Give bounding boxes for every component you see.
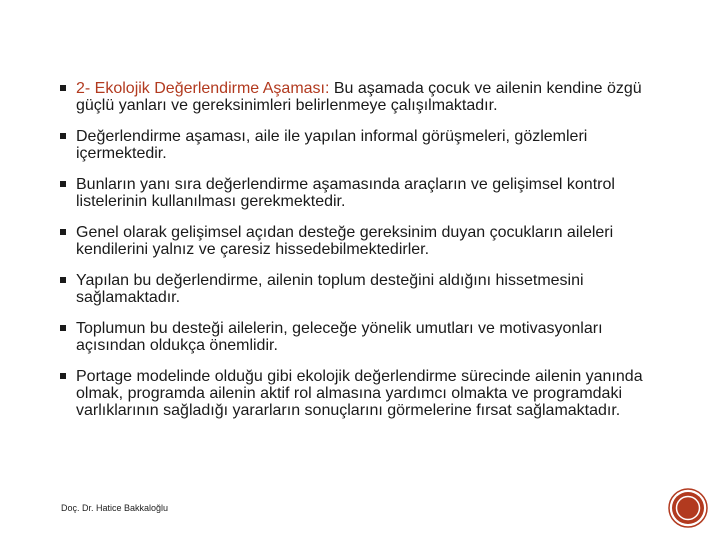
bullet-item bbox=[60, 320, 670, 354]
bullet-item bbox=[60, 128, 670, 162]
bullet-item bbox=[60, 80, 670, 114]
square-bullet-icon bbox=[60, 325, 66, 331]
bullet-item bbox=[60, 272, 670, 306]
square-bullet-icon bbox=[60, 277, 66, 283]
bullet-text: Yapılan bu değerlendirme, ailenin toplum desteğini aldığını hissetmesini sağlamaktadır. bbox=[76, 272, 584, 306]
bullet-item bbox=[60, 176, 670, 210]
bullet-text: Bu aşamada çocuk ve ailenin kendine özgü güçlü yanları ve gereksinimleri belirlenmeye çalışılmaktadır. bbox=[76, 80, 642, 114]
square-bullet-icon bbox=[60, 133, 66, 139]
bullet-text: Değerlendirme aşaması, aile ile yapılan informal görüşmeleri, gözlemleri içermektedir. bbox=[76, 128, 588, 162]
bullet-text: Genel olarak gelişimsel açıdan desteğe gereksinim duyan çocukların aileleri kendilerini yalnız ve çaresiz hissedebilmektedirler. bbox=[76, 224, 614, 258]
square-bullet-icon bbox=[60, 373, 66, 379]
bullet-text: Portage modelinde olduğu gibi ekolojik değerlendirme sürecinde ailenin yanında olmak, programda ailenin aktif rol almasına yardımcı olmakta ve programdaki varlıklarının sağladığı yararların sonuçlarını görmelerine fırsat sağlamaktadır. bbox=[76, 368, 643, 419]
square-bullet-icon bbox=[60, 85, 66, 91]
bullet-item bbox=[60, 224, 670, 258]
bullet-item bbox=[60, 368, 670, 419]
footer-author: Doç. Dr. Hatice Bakkaloğlu bbox=[61, 503, 169, 513]
square-bullet-icon bbox=[60, 229, 66, 235]
bullet-text: Toplumun bu desteği ailelerin, geleceğe yönelik umutları ve motivasyonları açısından oldukça önemlidir. bbox=[76, 320, 603, 354]
bullet-text: Bunların yanı sıra değerlendirme aşamasında araçların ve gelişimsel kontrol listelerinin kullanılması gerekmektedir. bbox=[76, 176, 615, 210]
square-bullet-icon bbox=[60, 181, 66, 187]
bullet-list bbox=[60, 80, 670, 433]
circular-emblem-icon bbox=[668, 488, 708, 528]
bullet-heading: 2- Ekolojik Değerlendirme Aşaması: bbox=[76, 80, 330, 97]
